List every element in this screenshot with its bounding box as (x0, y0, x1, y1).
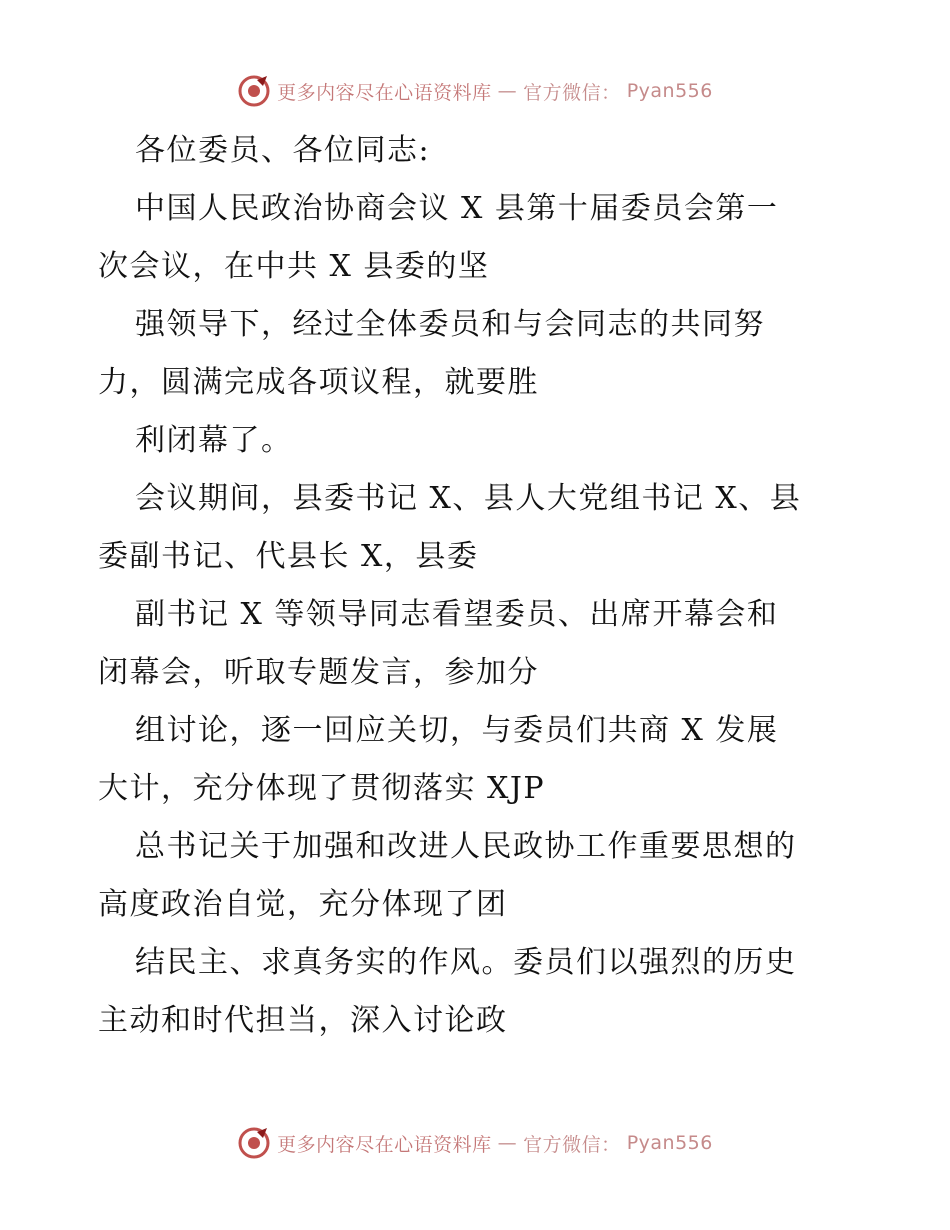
text-line: 高度政治自觉，充分体现了团 (98, 887, 508, 922)
text-line: 力，圆满完成各项议程，就要胜 (98, 365, 539, 400)
watermark-wechat-id: Pyan556 (626, 80, 713, 102)
text-line: 委副书记、代县长 X，县委 (98, 539, 479, 574)
brand-logo-icon (237, 74, 271, 108)
text-line: 结民主、求真务实的作风。委员们以强烈的历史 (135, 945, 797, 980)
watermark-wechat-id: Pyan556 (626, 1132, 713, 1154)
text-line: 总书记关于加强和改进人民政协工作重要思想的 (135, 829, 797, 864)
text-line: 组讨论，逐一回应关切，与委员们共商 X 发展 (135, 713, 779, 748)
watermark-brand-text: 更多内容尽在心语资料库 (277, 81, 492, 104)
watermark-footer (0, 1126, 950, 1160)
text-line: 大计，充分体现了贯彻落实 XJP (98, 771, 546, 806)
text-line: 中国人民政治协商会议 X 县第十届委员会第一 (135, 191, 779, 226)
text-line: 副书记 X 等领导同志看望委员、出席开幕会和 (135, 597, 779, 632)
text-line: 会议期间，县委书记 X、县人大党组书记 X、县 (135, 481, 802, 516)
watermark-header (0, 74, 950, 108)
watermark-wechat-label: 官方微信： (523, 1133, 621, 1156)
text-line: 闭幕会，听取专题发言，参加分 (98, 655, 539, 690)
text-line: 强领导下，经过全体委员和与会同志的共同努 (135, 307, 765, 342)
text-line: 主动和时代担当，深入讨论政 (98, 1003, 508, 1038)
watermark-brand-text: 更多内容尽在心语资料库 (277, 1133, 492, 1156)
text-line: 各位委员、各位同志: (135, 133, 431, 168)
text-line: 利闭幕了。 (135, 423, 293, 458)
text-line: 次会议，在中共 X 县委的坚 (98, 249, 490, 284)
watermark-separator: — (497, 1132, 518, 1154)
watermark-separator: — (497, 80, 518, 102)
brand-logo-icon (237, 1126, 271, 1160)
document-body (98, 122, 858, 1050)
watermark-wechat-label: 官方微信： (523, 81, 621, 104)
